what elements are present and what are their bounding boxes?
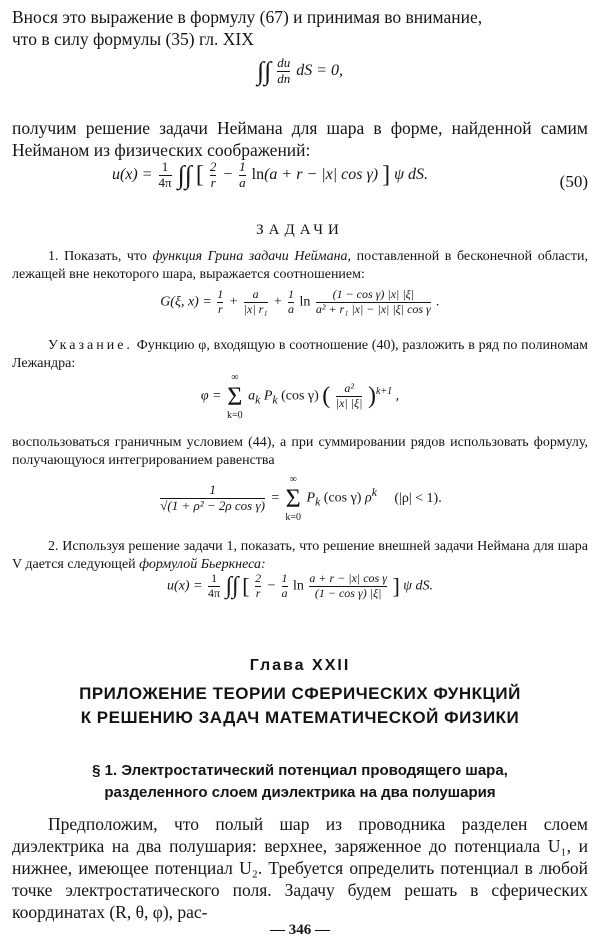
section-title-line-1: § 1. Электростатический потенциал проводящего шара, — [92, 762, 508, 779]
problem-1-lead: Показать, что — [64, 249, 153, 264]
hint-paragraph — [12, 337, 588, 373]
chapter-heading: Глава XXII — [249, 657, 351, 674]
formula-surface-integral: ∫∫ $\frac{du}{dn}$ dS = 0, — [256, 55, 344, 86]
problem-2-number: 2. — [48, 539, 59, 554]
intro-line-2: что в силу формулы (35) гл. XIX — [12, 29, 254, 49]
hint-text: Функцию φ, входящую в соотношение (40), разложить в ряд по полиномам Лежандра: — [12, 338, 588, 371]
problem-1-number: 1. — [48, 249, 59, 264]
intro-paragraph — [12, 6, 588, 50]
formula-phi-expansion: φ = ∞ Σ k=0 $a_k$ $P_k$ (cos γ) ( $\frac{\text{a²}}{|x| |\xi|}$ )$^{k+1}$ , — [200, 372, 400, 421]
problem-1-italic: функция Грина задачи Неймана — [152, 249, 348, 264]
section-title-line-2: разделенного слоем диэлектрика на два полушария — [104, 784, 496, 801]
problems-heading: ЗАДАЧИ — [256, 222, 344, 238]
formula-legendre-generating: $\frac{1}{\text{√(1 + ρ² − 2ρ cos γ)}}$ = ∞ Σ k=0 $P_k$ (cos γ) $\rho^k$ (|ρ| < 1). — [160, 474, 442, 523]
problem-2-lead: Используя решение задачи 1, показать, что решение внешней задачи Неймана для шара V дается следующей — [12, 539, 588, 572]
intro-line-1: Внося это выражение в формулу (67) и принимая во внимание, — [12, 7, 483, 27]
equation-50-number: (50) — [559, 172, 588, 191]
neumann-paragraph: получим решение задачи Неймана для шара в форме, найденной самим Нейманом из физических соображений: — [12, 118, 588, 160]
problem-2-italic: формулой Бьеркнеса: — [139, 557, 266, 572]
problem-1 — [12, 248, 588, 284]
boundary-paragraph: воспользоваться граничным условием (44), а при суммировании рядов использовать формулу, получающуюся интегрированием равенства — [12, 435, 588, 468]
chapter-title-line-1: ПРИЛОЖЕНИЕ ТЕОРИИ СФЕРИЧЕСКИХ ФУНКЦИЙ — [79, 684, 521, 703]
hint-label: Указание. — [48, 338, 133, 353]
page-number: — 346 — — [270, 922, 330, 938]
problem-2 — [12, 538, 588, 574]
problem-1-rest: , поставленной в бесконечной области, лежащей вне некоторого шара, выражается соотношением: — [12, 249, 589, 282]
chapter-title-line-2: К РЕШЕНИЮ ЗАДАЧ МАТЕМАТИЧЕСКОЙ ФИЗИКИ — [80, 708, 520, 727]
chapter-title — [0, 682, 600, 730]
equation-50: u(x) = $\frac{1}{4\pi}$ ∫∫ [ $\frac{2}{r}$ − $\frac{1}{a}$ ln(a + r − |x| cos γ) ] ψ dS. — [111, 159, 429, 190]
final-paragraph: Предположим, что полый шар из проводника разделен слоем диэлектрика на два полушария: верхнее, заряженное до потенциала U₁, и нижнее, имеющее потенциал U₂. Требуется определить потенциал в любой точке электростатического поля. Задачу будем решать в сферических координатах (R, θ, φ), рас- — [12, 814, 588, 922]
formula-bjerknes: u(x) = $\frac{1}{4\pi}$ ∫∫ [ $\frac{2}{r}$ − $\frac{1}{a}$ ln $\frac{\text{a + r − |x| cos γ}}{\text{(1 − cos γ) |ξ|}}$ ] ψ dS. — [167, 571, 433, 600]
formula-green-function: G(ξ, x) = $\frac{1}{r}$ + $\frac{a}{\text{|x| r₁}}$ + $\frac{1}{a}$ ln $\frac{\text{(1 − cos γ) |x| |ξ|}}{\text{a² + r₁ |x| − |x| |ξ| cos γ}}$ . — [160, 287, 440, 316]
section-title — [0, 760, 600, 804]
